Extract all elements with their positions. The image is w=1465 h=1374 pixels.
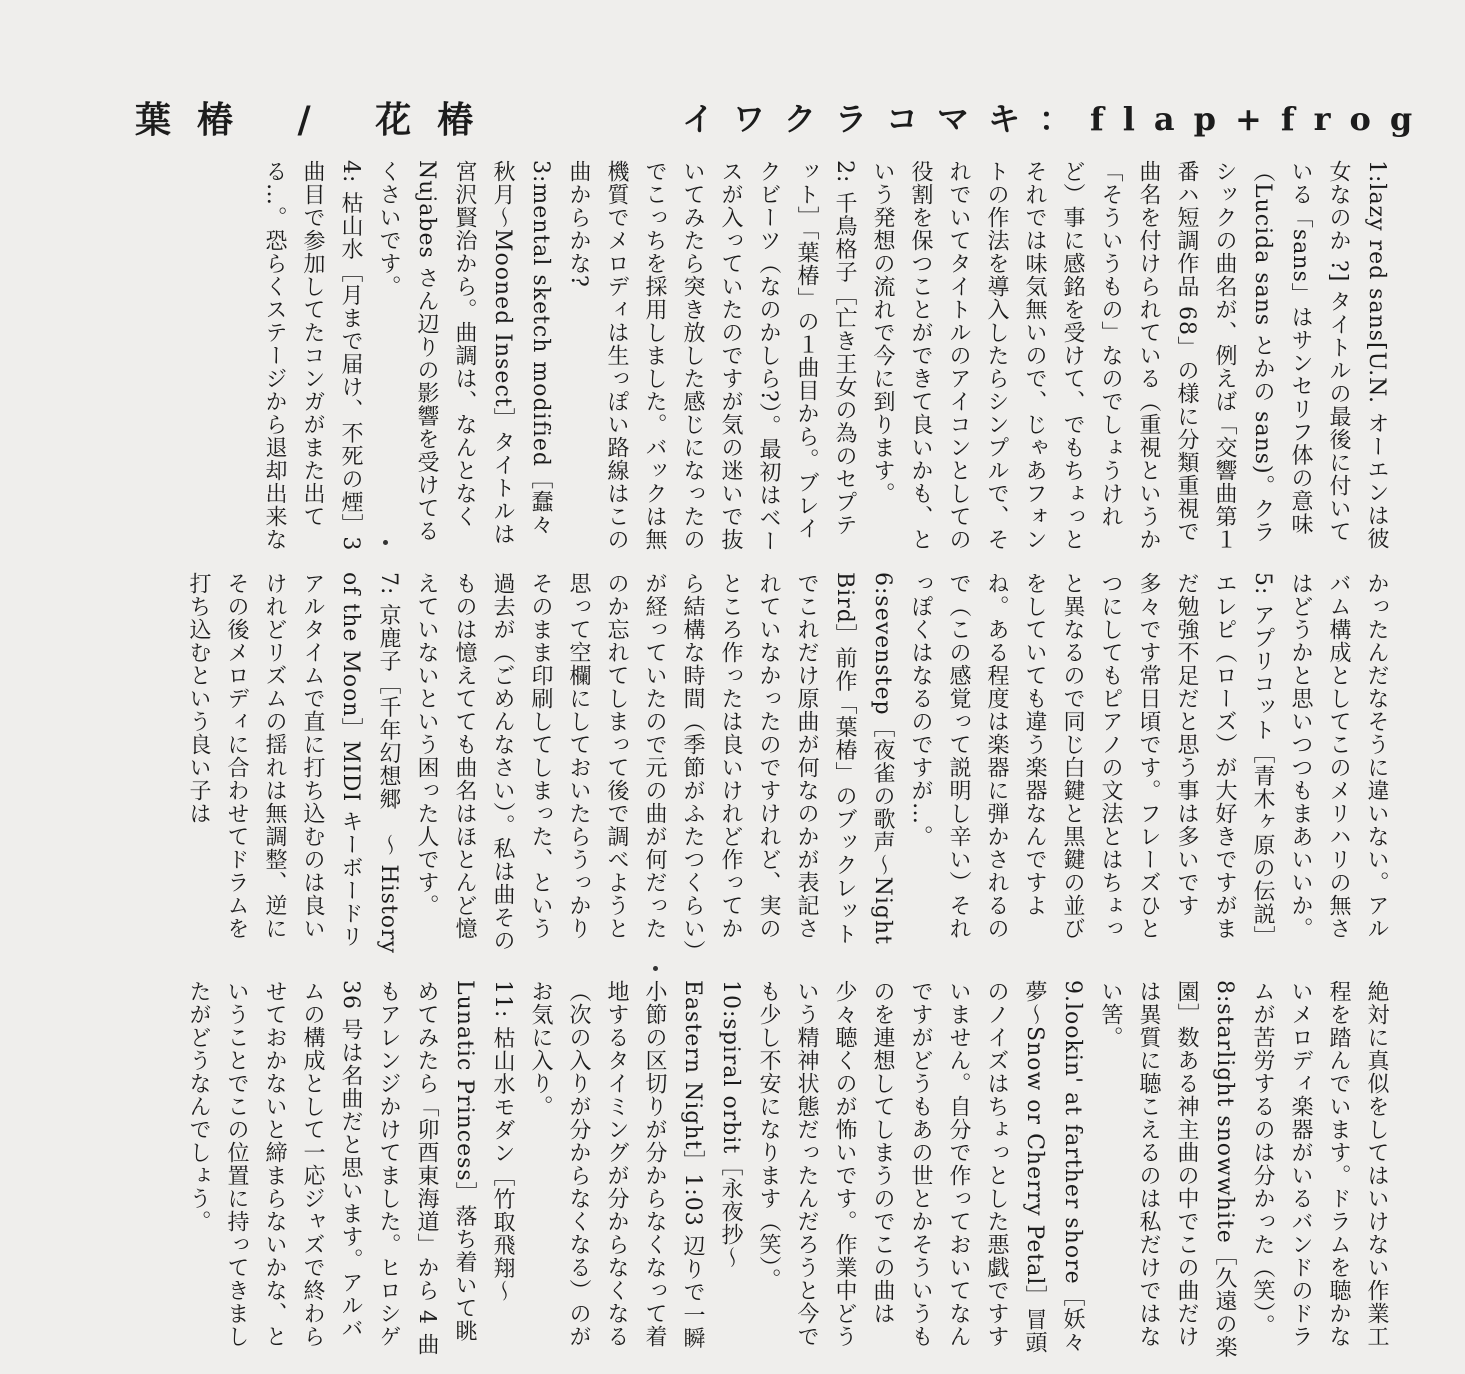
track-note-4-continued: かったんだなそうに違いない。アルバム構成としてこのメリハリの無さはどうかと思いつつもまあいいか。 <box>1288 572 1389 940</box>
track-note-7: 7: 京鹿子［千年幻想郷 ～ History of the Moon］MIDI キーボードリアルタイムで直に打ち込むのは良いけれどリズムの揺れは無調整、逆にその後メロディに合わせてドラムを打ち込むという良い子は <box>186 572 401 954</box>
track-note-11: 11: 枯山水モダン［竹取飛翔～Lunatic Princess］落ち着いて眺めてみたら「卯酉東海道」から 4 曲もアレンジかけてました。ヒロシゲ 36 号は名曲だと思います。アルバムの構成として一応ジャズで終わらせておかないと締まらないかな、ということでこの位置に持ってきましたがどうなんでしょう。 <box>186 980 515 1356</box>
track-note-2: 2: 千鳥格子［亡き王女の為のセプテット］「葉椿」の１曲目から。ブレイクビーツ（なのかしら?）。最初はベースが入っていたのですが気の迷いで抜いてみたら突き放した感じになったのでこっちを採用しました。バックは無機質でメロディは生っぽい路線はこの曲からかな? <box>566 160 857 553</box>
print-speck <box>653 966 658 971</box>
track-note-6: 6:sevenstep［夜雀の歌声～Night Bird］前作「葉椿」のブックレットでこれだけ原曲が何なのかが表記されていなかったのですけれど、実のところ作ったは良いけれど作ってから結構な時間（季節がふたつくらい）が経っていたので元の曲が何だったのか忘れてしまって後で調べようと思って空欄にしておいたらうっかりそのまま印刷してしまった、という過去が（ごめんなさい）。私は曲そのものは憶えてても曲名はほとんど憶えていないという困った人です。 <box>414 572 895 952</box>
album-title: 葉椿 / 花椿 <box>135 99 500 141</box>
liner-notes-block-top <box>135 160 1395 555</box>
liner-notes-block-middle <box>135 572 1395 962</box>
track-note-9: 9.lookin' at farther shore［妖々夢～Snow or Cherry Petal］冒頭のノイズはちょっとした悪戯ですすいません。自分で作っておいてなんですがどうもあの世とかそういうものを連想してしまうのでこの曲は少々聴くのが怖いです。作業中どういう精神状態だったんだろうと今でも少し不安になります（笑）。 <box>756 980 1085 1355</box>
liner-notes-block-bottom <box>135 980 1395 1360</box>
track-note-7-continued: 絶対に真似をしてはいけない作業工程を踏んでいます。ドラムを聴かないメロディ楽器がいるバンドのドラムが苦労するのは分かった（笑）。 <box>1250 980 1389 1348</box>
track-note-8: 8:starlight snowwhite［久遠の楽園］数ある神主曲の中でこの曲だけは異質に聴こえるのは私だけではない筈。 <box>1098 980 1237 1359</box>
artist-credit: イワクラコマキ：flap+frog <box>682 100 1432 138</box>
track-note-4: 4: 枯山水［月まで届け、不死の煙］3 曲目で参加してたコンガがまた出てる…。恐らくステージから退却出来な <box>262 160 363 552</box>
track-note-5: 5: アプリコット［青木ヶ原の伝説］エレピ（ローズ）が大好きですがまだ勉強不足だと思う事は多いです多々です常日頃です。フレーズひとつにしてもピアノの文法とはちょっと異なるので同じ白鍵と黒鍵の並びをしていても違う楽器なんですよね。ある程度は楽器に弾かされるので（この感覚って説明し辛い）それっぽくはなるのですが…。 <box>908 572 1275 949</box>
track-note-1: 1:lazy red sans[U.N. オーエンは彼女なのか ?] タイトルの最後に付いている「sans」はサンセリフ体の意味（Lucida sans とかの sans)。クラシックの曲名が、例えば「交響曲第１番ハ短調作品 68」の様に分類重視で曲名を付けられている（重視というか「そういうもの」なのでしょうけれど）事に感銘を受けて、でもちょっとそれでは味気無いので、じゃあフォントの作法を導入したらシンプルで、それでいてタイトルのアイコンとしての役割を保つことができて良いかも、という発想の流れで今に到ります。 <box>870 160 1389 551</box>
print-speck <box>383 540 388 545</box>
track-note-10: 10:spiral orbit［永夜抄～Eastern Night］1:03 辺りで一瞬小節の区切りが分からなくなって着地するタイミングが分からなくなる（次の入りが分からなくなる）のがお気に入り。 <box>528 980 743 1350</box>
track-note-3: 3:mental sketch modified［蠢々秋月～Mooned Insect］タイトルは宮沢賢治から。曲調は、なんとなく Nujabes さん辺りの影響を受けてるくさいです。 <box>376 160 553 546</box>
